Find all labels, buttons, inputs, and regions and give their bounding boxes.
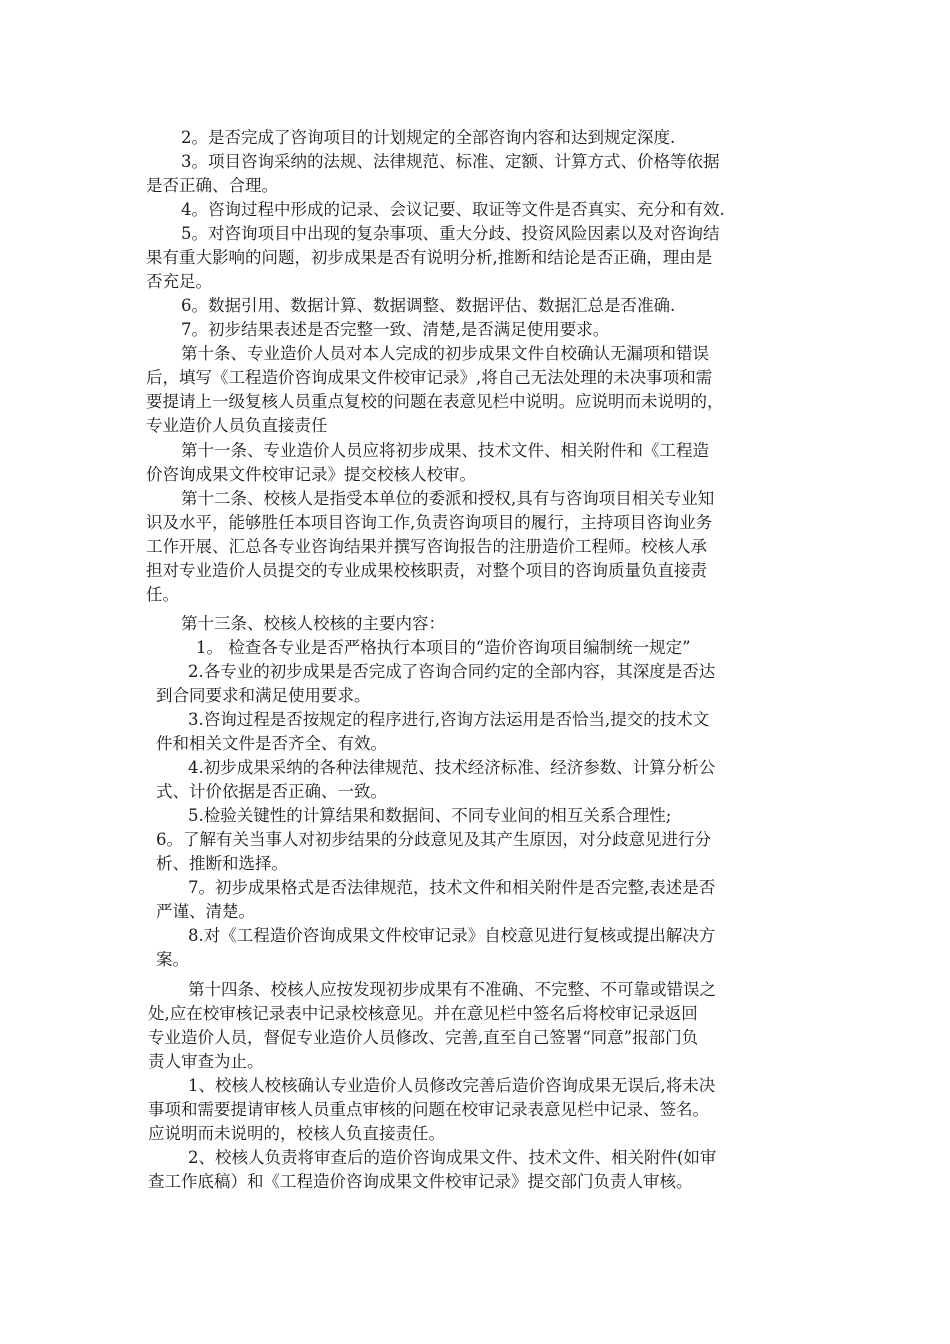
text-line: 第十二条、校核人是指受本单位的委派和授权,具有与咨询项目相关专业知 [181, 489, 715, 508]
text-line: 责人审查为止。 [148, 1052, 264, 1071]
text-line: 果有重大影响的问题，初步成果是否有说明分析,推断和结论是否正确，理由是 [146, 248, 713, 267]
text-line: 第十四条、校核人应按发现初步成果有不准确、不完整、不可靠或错误之 [188, 980, 716, 999]
text-line: 要提请上一级复核人员重点复校的问题在表意见栏中说明。应说明而未说明的， [146, 392, 724, 411]
text-line: 1、校核人校核确认专业造价人员修改完善后造价咨询成果无误后,将未决 [188, 1076, 716, 1095]
text-line: 第十条、专业造价人员对本人完成的初步成果文件自校确认无漏项和错误 [181, 344, 709, 363]
text-line: 严谨、清楚。 [156, 902, 255, 921]
text-line: 专业造价人员，督促专业造价人员修改、完善,直至自己签署“同意”报部门负 [148, 1028, 699, 1047]
text-line: 2。是否完成了咨询项目的计划规定的全部咨询内容和达到规定深度. [181, 128, 676, 147]
text-line: 6。数据引用、数据计算、数据调整、数据评估、数据汇总是否准确. [181, 296, 676, 315]
text-line: 6。了解有关当事人对初步结果的分歧意见及其产生原因，对分歧意见进行分 [156, 830, 711, 849]
text-line: 案。 [156, 950, 189, 969]
text-line: 5。对咨询项目中出现的复杂事项、重大分歧、投资风险因素以及对咨询结 [181, 224, 720, 243]
text-line: 第十三条、校核人校核的主要内容： [181, 614, 445, 633]
text-line: 处,应在校审核记录表中记录校核意见。并在意见栏中签名后将校审记录返回 [148, 1004, 698, 1023]
text-line: 工作开展、汇总各专业咨询结果并撰写咨询报告的注册造价工程师。校核人承 [146, 537, 707, 556]
text-line: 1。 检查各专业是否严格执行本项目的“造价咨询项目编制统一规定” [196, 638, 691, 657]
text-line: 7。初步结果表述是否完整一致、清楚,是否满足使用要求。 [181, 320, 610, 339]
text-line: 4.初步成果采纳的各种法律规范、技术经济标准、经济参数、计算分析公 [188, 758, 716, 777]
text-line: 7。初步成果格式是否法律规范，技术文件和相关附件是否完整,表述是否 [188, 878, 716, 897]
text-line: 否充足。 [146, 272, 212, 291]
text-line: 3.咨询过程是否按规定的程序进行,咨询方法运用是否恰当,提交的技术文 [188, 710, 710, 729]
text-line: 2.各专业的初步成果是否完成了咨询合同约定的全部内容，其深度是否达 [188, 662, 716, 681]
text-line: 专业造价人员负直接责任 [146, 416, 328, 435]
text-line: 4。咨询过程中形成的记录、会议记要、取证等文件是否真实、充分和有效. [181, 200, 725, 219]
text-line: 担对专业造价人员提交的专业成果校核职责，对整个项目的咨询质量负直接责 [146, 561, 707, 580]
text-line: 8.对《工程造价咨询成果文件校审记录》自校意见进行复核或提出解决方 [188, 926, 716, 945]
text-line: 价咨询成果文件校审记录》提交校核人校审。 [146, 465, 476, 484]
text-line: 应说明而未说明的，校核人负直接责任。 [148, 1124, 445, 1143]
text-line: 查工作底稿）和《工程造价咨询成果文件校审记录》提交部门负责人审核。 [148, 1172, 693, 1191]
text-line: 析、推断和选择。 [156, 854, 288, 873]
text-line: 2、校核人负责将审查后的造价咨询成果文件、技术文件、相关附件(如审 [188, 1148, 717, 1167]
text-line: 件和相关文件是否齐全、有效。 [156, 734, 387, 753]
text-line: 3。项目咨询采纳的法规、法律规范、标准、定额、计算方式、价格等依据 [181, 152, 720, 171]
text-line: 式、计价依据是否正确、一致。 [156, 782, 387, 801]
text-line: 第十一条、专业造价人员应将初步成果、技术文件、相关附件和《工程造 [181, 441, 709, 460]
text-line: 识及水平，能够胜任本项目咨询工作,负责咨询项目的履行，主持项目咨询业务 [146, 513, 713, 532]
text-line: 后，填写《工程造价咨询成果文件校审记录》,将自己无法处理的未决事项和需 [146, 368, 713, 387]
text-line: 事项和需要提请审核人员重点审核的问题在校审记录表意见栏中记录、签名。 [148, 1100, 709, 1119]
text-line: 到合同要求和满足使用要求。 [156, 686, 371, 705]
text-line: 任。 [146, 585, 179, 604]
text-line: 5.检验关键性的计算结果和数据间、不同专业间的相互关系合理性; [188, 806, 672, 825]
text-line: 是否正确、合理。 [146, 176, 278, 195]
